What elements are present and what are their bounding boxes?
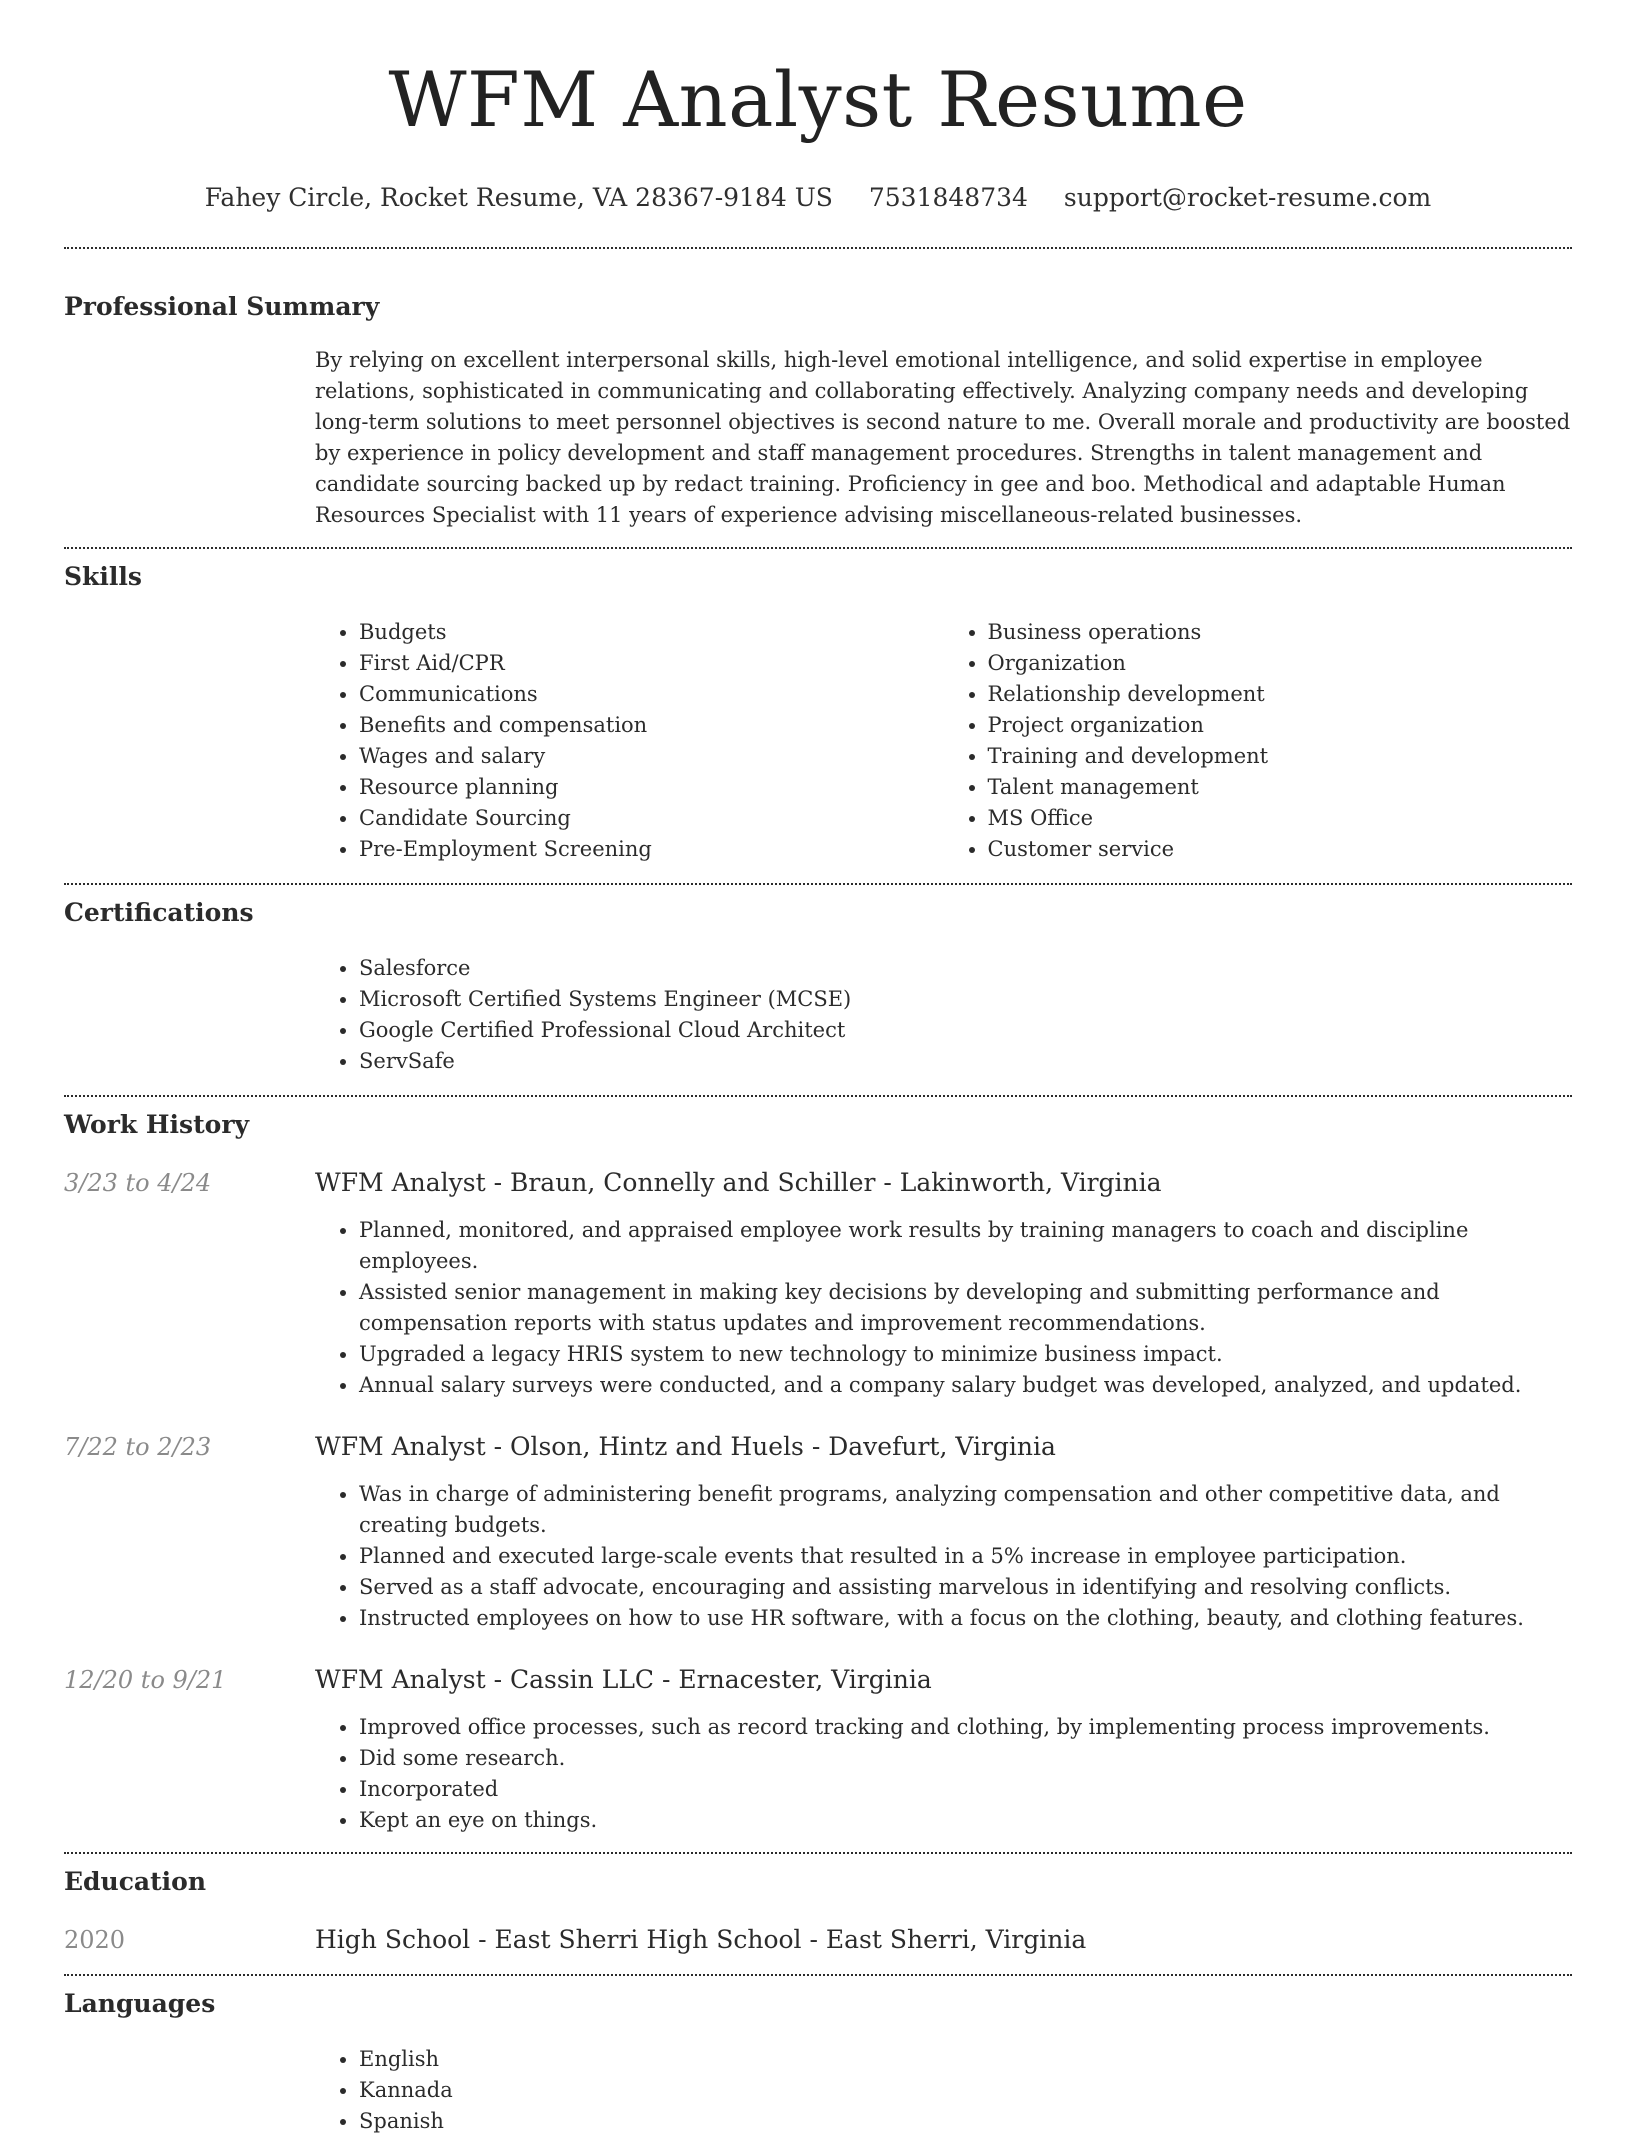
job-title: WFM Analyst - Braun, Connelly and Schiller - Lakinworth, Virginia	[315, 1168, 1162, 1197]
work-jobs	[64, 1167, 1572, 1836]
certification-item: • ServSafe	[359, 1046, 1572, 1077]
languages-section	[64, 1988, 1572, 2137]
certifications-heading: Certifications	[64, 898, 254, 927]
skill-item: • Benefits and compensation	[359, 710, 944, 741]
job-bullets-wrap	[315, 1479, 1572, 1634]
job-bullet: • Served as a staff advocate, encouraging and assisting marvelous in identifying and resolving conflicts.	[359, 1572, 1572, 1603]
job-bullet: • Did some research.	[359, 1743, 1572, 1774]
job-bullet: • Planned and executed large-scale events that resulted in a 5% increase in employee participation.	[359, 1541, 1572, 1572]
skill-item: • Talent management	[988, 772, 1573, 803]
job-title: WFM Analyst - Cassin LLC - Ernacester, Virginia	[315, 1665, 932, 1694]
job-header	[64, 1167, 1572, 1199]
skills-heading: Skills	[64, 562, 142, 591]
education-section	[64, 1866, 1572, 1956]
summary-text: By relying on excellent interpersonal skills, high-level emotional intelligence, and solid expertise in employee relations, sophisticated in communicating and collaborating effectively. Analyzing company needs and developing long-term solutions to meet personnel objectives is second nature to me. Overall morale and productivity are boosted by experience in policy development and staff management procedures. Strengths in talent management and candidate sourcing backed up by redact training. Proficiency in gee and boo. Methodical and adaptable Human Resources Specialist with 11 years of experience advising miscellaneous-related businesses.	[315, 348, 1571, 527]
skills-column-right	[944, 617, 1573, 865]
certifications-list-wrap	[315, 953, 1572, 1077]
skill-item: • Pre-Employment Screening	[359, 834, 944, 865]
certifications-section	[64, 897, 1572, 1077]
skill-item: • Training and development	[988, 741, 1573, 772]
contact-phone: 7531848734	[868, 183, 1028, 212]
job-bullet: • Kept an eye on things.	[359, 1805, 1572, 1836]
certifications-list	[315, 953, 1572, 1077]
skill-item: • Organization	[988, 648, 1573, 679]
contact-line	[64, 182, 1572, 214]
work-section	[64, 1109, 1572, 1836]
job-title: WFM Analyst - Olson, Hintz and Huels - Davefurt, Virginia	[315, 1432, 1056, 1461]
divider	[64, 547, 1572, 549]
skills-section	[64, 561, 1572, 865]
contact-email: support@rocket-resume.com	[1063, 183, 1432, 212]
education-degree: High School - East Sherri High School - East Sherri, Virginia	[315, 1925, 1087, 1954]
certification-item: • Microsoft Certified Systems Engineer (MCSE)	[359, 984, 1572, 1015]
job-bullet: • Annual salary surveys were conducted, and a company salary budget was developed, analyzed, and updated.	[359, 1370, 1572, 1401]
job-bullet: • Upgraded a legacy HRIS system to new technology to minimize business impact.	[359, 1339, 1572, 1370]
language-item: • English	[359, 2044, 1572, 2075]
skill-item: • Resource planning	[359, 772, 944, 803]
job-bullet: • Instructed employees on how to use HR software, with a focus on the clothing, beauty, and clothing features.	[359, 1603, 1572, 1634]
divider	[64, 1852, 1572, 1854]
language-item: • Kannada	[359, 2075, 1572, 2106]
divider	[64, 1974, 1572, 1976]
job-header	[64, 1431, 1572, 1463]
job-bullet: • Incorporated	[359, 1774, 1572, 1805]
job-bullet: • Improved office processes, such as record tracking and clothing, by implementing process improvements.	[359, 1712, 1572, 1743]
resume-title: WFM Analyst Resume	[388, 55, 1248, 144]
work-heading: Work History	[64, 1110, 250, 1139]
contact-address: Fahey Circle, Rocket Resume, VA 28367-9184 US	[204, 183, 833, 212]
summary-section	[64, 291, 1572, 531]
skill-item: • Project organization	[988, 710, 1573, 741]
resume-page	[64, 0, 1572, 2137]
skill-item: • Budgets	[359, 617, 944, 648]
divider	[64, 247, 1572, 249]
job-bullet: • Was in charge of administering benefit programs, analyzing compensation and other competitive data, and creating budgets.	[359, 1479, 1572, 1541]
skill-item: • MS Office	[988, 803, 1573, 834]
education-heading: Education	[64, 1867, 207, 1896]
certification-item: • Google Certified Professional Cloud Architect	[359, 1015, 1572, 1046]
job-header	[64, 1664, 1572, 1696]
skills-list	[315, 617, 1572, 865]
certification-item: • Salesforce	[359, 953, 1572, 984]
summary-heading: Professional Summary	[64, 292, 380, 321]
job-entry	[64, 1431, 1572, 1634]
job-dates: 7/22 to 2/23	[64, 1433, 212, 1461]
job-bullets	[315, 1215, 1572, 1401]
job-bullet: • Planned, monitored, and appraised employee work results by training managers to coach and discipline employees.	[359, 1215, 1572, 1277]
skill-item: • Business operations	[988, 617, 1573, 648]
education-year: 2020	[64, 1926, 126, 1954]
job-dates: 3/23 to 4/24	[64, 1169, 212, 1197]
skill-item: • First Aid/CPR	[359, 648, 944, 679]
languages-list	[315, 2044, 1572, 2137]
job-entry	[64, 1167, 1572, 1401]
job-dates: 12/20 to 9/21	[64, 1666, 227, 1694]
job-bullets	[315, 1479, 1572, 1634]
job-entry	[64, 1664, 1572, 1836]
job-bullets	[315, 1712, 1572, 1836]
skill-item: • Candidate Sourcing	[359, 803, 944, 834]
job-bullets-wrap	[315, 1712, 1572, 1836]
skill-item: • Relationship development	[988, 679, 1573, 710]
skill-item: • Communications	[359, 679, 944, 710]
divider	[64, 883, 1572, 885]
skill-item: • Wages and salary	[359, 741, 944, 772]
skills-column-left	[315, 617, 944, 865]
divider	[64, 1095, 1572, 1097]
job-bullets-wrap	[315, 1215, 1572, 1401]
languages-heading: Languages	[64, 1989, 216, 2018]
languages-list-wrap	[315, 2044, 1572, 2137]
language-item: • Spanish	[359, 2106, 1572, 2137]
job-bullet: • Assisted senior management in making key decisions by developing and submitting performance and compensation reports with status updates and improvement recommendations.	[359, 1277, 1572, 1339]
skill-item: • Customer service	[988, 834, 1573, 865]
education-entry	[64, 1924, 1572, 1956]
